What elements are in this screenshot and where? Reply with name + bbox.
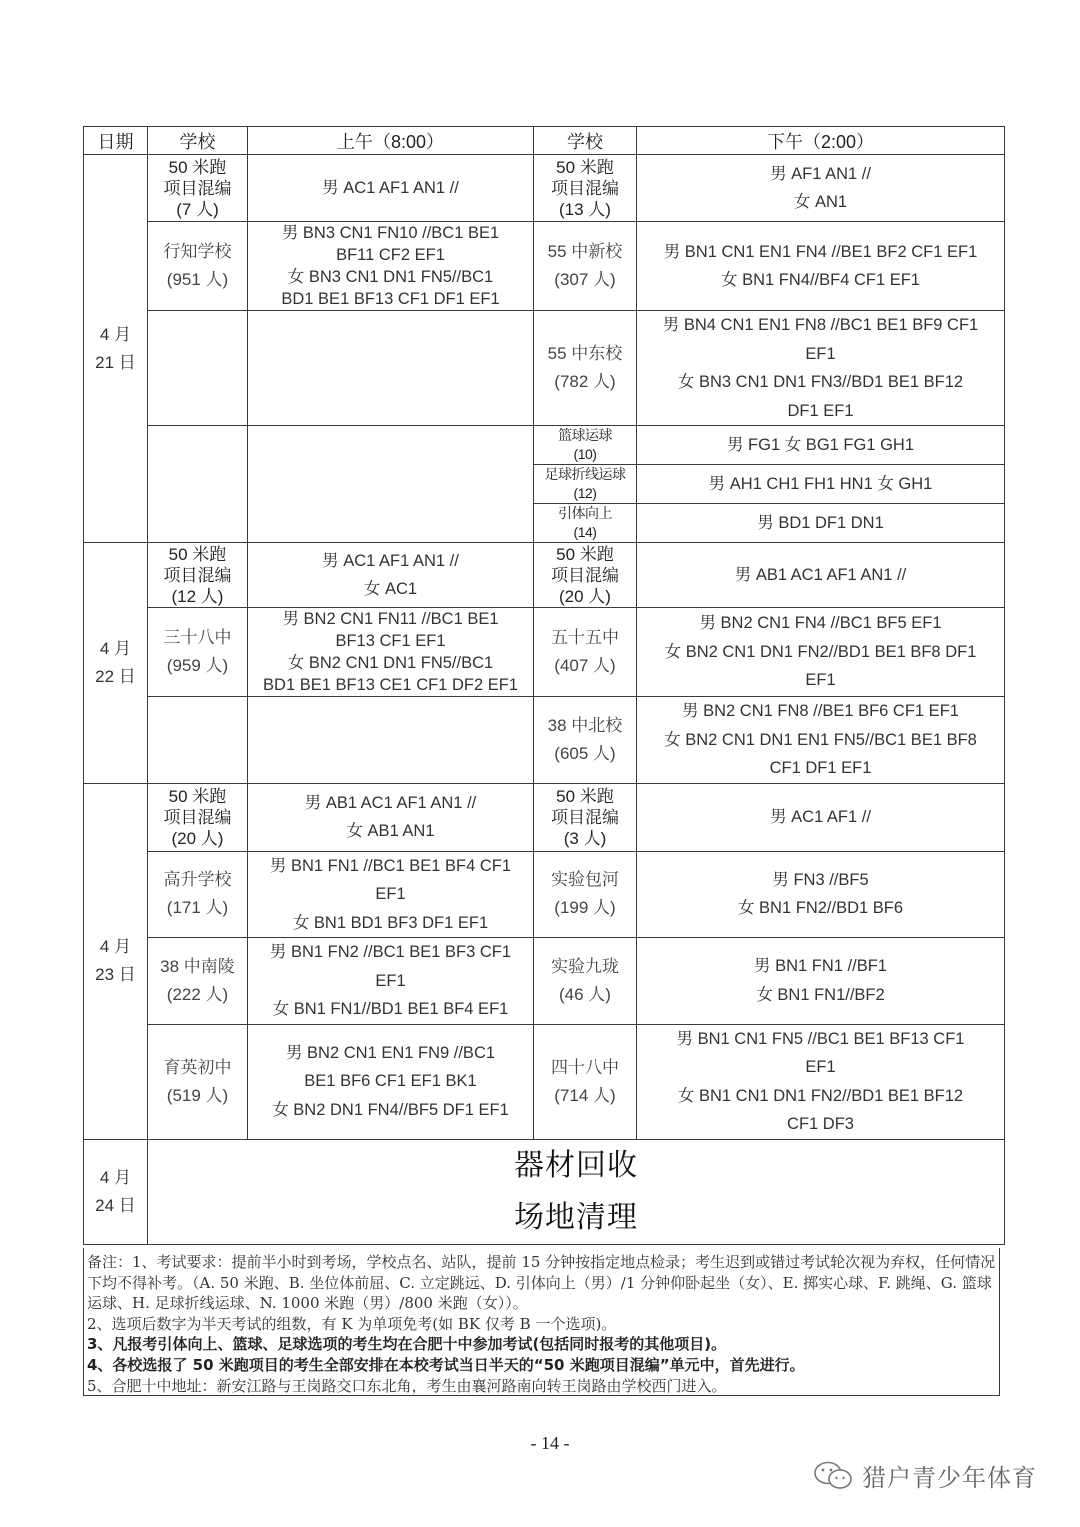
text-line: (20 人) [171, 828, 224, 848]
morning-items-cell [248, 543, 534, 608]
text-line: 女 BN2 CN1 DN1 FN5//BC1 [287, 654, 494, 672]
morning-items-cell [248, 1024, 534, 1139]
text-line: 女 BN3 CN1 DN1 FN5//BC1 [287, 268, 494, 286]
text-line: 女 BN2 DN1 FN4//BF5 DF1 EF1 [272, 1100, 509, 1119]
text-line: 男 BN2 CN1 FN8 //BE1 BF6 CF1 EF1 [682, 702, 959, 720]
text-line: (46 人) [559, 984, 611, 1004]
text-line: 50 米跑 [556, 544, 614, 564]
table-row [84, 543, 1005, 608]
table-row [84, 697, 1005, 784]
afternoon-school-cell [534, 155, 637, 222]
text-line: 女 BN1 BD1 BF3 DF1 EF1 [292, 913, 489, 932]
afternoon-school-cell [534, 426, 637, 465]
afternoon-items-cell: 男 BD1 DF1 DN1 [637, 504, 1005, 543]
text-line: 女 BN2 CN1 DN1 EN1 FN5//BC1 BE1 BF8 [664, 730, 977, 749]
text-line: 篮球运球 [558, 427, 612, 443]
text-line: BD1 BE1 BF13 CF1 DF1 EF1 [281, 290, 500, 308]
table-row [84, 851, 1005, 938]
text-line: 行知学校 [163, 242, 232, 261]
text-line: 男 AC1 AF1 // [770, 807, 871, 826]
text-line: 男 AB1 AC1 AF1 AN1 // [304, 793, 477, 812]
morning-school-cell [148, 783, 248, 851]
text-line: BF13 CF1 EF1 [335, 632, 446, 650]
text-line: 女 BN1 FN4//BF4 CF1 EF1 [721, 271, 920, 289]
text-line: 4 月 [99, 638, 132, 658]
afternoon-school-cell [534, 783, 637, 851]
text-line: 男 AF1 AN1 // [770, 164, 871, 183]
closing-cell [148, 1139, 1005, 1244]
text-line: EF1 [805, 344, 836, 363]
afternoon-school-cell [534, 543, 637, 608]
text-line: 女 AB1 AN1 [346, 822, 435, 840]
morning-school-cell [148, 938, 248, 1025]
text-line: 项目混编 [163, 565, 232, 585]
afternoon-school-cell [534, 311, 637, 426]
morning-school-cell [148, 851, 248, 938]
morning-items-cell [248, 311, 534, 426]
text-line: (951 人) [166, 270, 229, 289]
text-line: (13 人) [559, 199, 611, 219]
text-line: 55 中新校 [547, 242, 623, 261]
table-row-closing [84, 1139, 1005, 1244]
text-line: 50 米跑 [168, 157, 227, 177]
date-cell [84, 543, 148, 784]
morning-items-cell [248, 426, 534, 543]
text-line: (20 人) [559, 586, 611, 606]
table-row [84, 938, 1005, 1025]
watermark-text: 猎户青少年体育 [862, 1464, 1037, 1492]
text-line: CF1 DF1 EF1 [769, 759, 872, 777]
morning-items-cell [248, 851, 534, 938]
remark-2: 2、选项后数字为半天考试的组数，有 K 为单项免考(如 BK 仅考 B 一个选项)。 [87, 1314, 617, 1333]
text-line: 50 米跑 [168, 544, 227, 564]
text-line: 男 AB1 AC1 AF1 AN1 // [734, 565, 907, 584]
morning-school-cell [148, 608, 248, 697]
afternoon-items-cell [637, 1024, 1005, 1139]
afternoon-items-cell: 男 AH1 CH1 FH1 HN1 女 GH1 [637, 465, 1005, 504]
morning-items-cell [248, 155, 534, 222]
afternoon-items-cell [637, 311, 1005, 426]
text-line: (12 人) [171, 586, 224, 606]
table-row [84, 155, 1005, 222]
text-line: 女 AC1 [363, 580, 418, 598]
text-line: (12) [573, 485, 597, 501]
header-school-am: 学校 [148, 127, 248, 155]
text-line: (959 人) [166, 656, 229, 675]
afternoon-items-cell [637, 697, 1005, 784]
text-line: (14) [573, 524, 597, 540]
watermark [812, 1458, 1037, 1493]
table-row [84, 311, 1005, 426]
text-line: CF1 DF3 [787, 1115, 854, 1133]
text-line: 高升学校 [163, 870, 232, 890]
text-line: 男 BN2 CN1 EN1 FN9 //BC1 [285, 1043, 496, 1062]
text-line: EF1 [805, 1058, 836, 1076]
text-line: 38 中南陵 [160, 956, 235, 976]
text-line: (7 人) [176, 199, 219, 219]
morning-school-cell [148, 222, 248, 311]
text-line: 男 AC1 AF1 AN1 // [322, 178, 459, 197]
text-line: 项目混编 [163, 807, 232, 827]
morning-items-cell [248, 608, 534, 697]
header-morning: 上午（8:00） [248, 127, 534, 155]
text-line: 场地清理 [514, 1199, 638, 1235]
text-line: EF1 [375, 971, 406, 990]
afternoon-items-cell [637, 938, 1005, 1025]
text-line: EF1 [375, 885, 406, 903]
text-line: BE1 BF6 CF1 EF1 BK1 [304, 1072, 477, 1091]
table-row [84, 783, 1005, 851]
morning-items-cell [248, 938, 534, 1025]
text-line: 21 日 [95, 352, 136, 372]
text-line: 女 BN1 FN2//BD1 BF6 [737, 899, 904, 918]
text-line: 五十五中 [551, 628, 619, 647]
morning-school-cell [148, 311, 248, 426]
text-line: 四十八中 [551, 1057, 619, 1077]
text-line: BD1 BE1 BF13 CE1 CF1 DF2 EF1 [263, 676, 518, 694]
afternoon-items-cell [637, 155, 1005, 222]
text-line: 男 AC1 AF1 AN1 // [322, 551, 459, 570]
header-row [84, 127, 1005, 155]
text-line: 50 米跑 [556, 786, 614, 806]
exam-schedule-table [83, 126, 1005, 1245]
morning-items-cell [248, 783, 534, 851]
remark-4: 4、各校选报了 50 米跑项目的考生全部安排在本校考试当日半天的“50 米跑项目混编”单元中，首先进行。 [87, 1355, 805, 1374]
afternoon-school-cell [534, 504, 637, 543]
text-line: 男 BN2 CN1 FN11 //BC1 BE1 [282, 610, 499, 628]
text-line: 女 BN3 CN1 DN1 FN3//BD1 BE1 BF12 [677, 373, 964, 391]
text-line: 男 BN1 CN1 EN1 FN4 //BE1 BF2 CF1 EF1 [663, 242, 978, 261]
table-row [84, 608, 1005, 697]
text-line: 男 FN3 //BF5 [772, 870, 869, 889]
morning-school-cell [148, 543, 248, 608]
remark-1: 备注：1、考试要求：提前半小时到考场，学校点名、站队，提前 15 分钟按指定地点检录；考生迟到或错过考试轮次视为弃权，任何情况下均不得补考。（A. 50 米跑、B. 坐位体前屈、C. 立定跳远、D. 引体向上（男）/1 分钟仰卧起坐（女）、E. 掷实心球、F. 跳绳、G. 篮球运球、H. 足球折线运球、N. 1000 米跑（男）/800 米跑（女））。 [87, 1253, 996, 1313]
header-afternoon: 下午（2:00） [637, 127, 1005, 155]
date-cell [84, 783, 148, 1139]
text-line: 项目混编 [551, 807, 619, 827]
text-line: 50 米跑 [556, 157, 614, 177]
text-line: 女 BN1 CN1 DN1 FN2//BD1 BE1 BF12 [677, 1086, 964, 1105]
afternoon-school-cell [534, 608, 637, 697]
text-line: (407 人) [554, 656, 616, 675]
text-line: 4 月 [99, 937, 132, 956]
date-cell [84, 155, 148, 543]
text-line: 女 BN1 FN1//BF2 [756, 985, 885, 1004]
text-line: 男 BN1 FN1 //BC1 BE1 BF4 CF1 [269, 856, 512, 875]
wechat-icon [812, 1460, 856, 1492]
text-line: (307 人) [554, 270, 616, 289]
text-line: 男 BN2 CN1 FN4 //BC1 BF5 EF1 [699, 614, 942, 633]
text-line: 项目混编 [551, 565, 619, 585]
text-line: 项目混编 [163, 178, 232, 198]
text-line: 实验包河 [551, 870, 619, 890]
text-line: 38 中北校 [547, 715, 623, 735]
text-line: 23 日 [95, 965, 136, 984]
text-line: BF11 CF2 EF1 [336, 246, 445, 264]
morning-school-cell [148, 426, 248, 543]
text-line: 三十八中 [163, 628, 232, 647]
date-cell [84, 1139, 148, 1244]
text-line: EF1 [805, 671, 836, 690]
text-line: (222 人) [166, 984, 229, 1004]
page-number: - 14 - [530, 1433, 570, 1453]
text-line: 男 BN1 FN1 //BF1 [754, 957, 887, 976]
text-line: DF1 EF1 [787, 401, 854, 420]
afternoon-school-cell [534, 222, 637, 311]
text-line: 4 月 [99, 1167, 132, 1187]
afternoon-items-cell: 男 FG1 女 BG1 FG1 GH1 [637, 426, 1005, 465]
text-line: (519 人) [166, 1085, 229, 1105]
text-line: 引体向上 [558, 505, 612, 521]
table-row [84, 426, 1005, 465]
text-line: 女 AN1 [793, 193, 848, 211]
text-line: (782 人) [554, 372, 616, 391]
afternoon-items-cell [637, 783, 1005, 851]
text-line: 项目混编 [551, 178, 619, 198]
afternoon-school-cell [534, 1024, 637, 1139]
morning-school-cell [148, 155, 248, 222]
morning-items-cell [248, 222, 534, 311]
text-line: (199 人) [554, 898, 616, 918]
morning-school-cell [148, 1024, 248, 1139]
text-line: (714 人) [554, 1085, 616, 1105]
text-line: 足球折线运球 [544, 466, 626, 482]
afternoon-school-cell [534, 697, 637, 784]
text-line: 50 米跑 [168, 786, 227, 806]
text-line: 育英初中 [163, 1057, 232, 1077]
text-line: 22 日 [95, 666, 136, 686]
table-row [84, 222, 1005, 311]
text-line: 实验九珑 [551, 956, 619, 976]
afternoon-items-cell [637, 222, 1005, 311]
text-line: 24 日 [95, 1195, 136, 1215]
afternoon-items-cell [637, 851, 1005, 938]
morning-items-cell [248, 697, 534, 784]
text-line: 男 BN4 CN1 EN1 FN8 //BC1 BE1 BF9 CF1 [662, 316, 979, 334]
text-line: (3 人) [563, 828, 607, 848]
text-line: 男 BN1 FN2 //BC1 BE1 BF3 CF1 [269, 943, 512, 961]
text-line: 4 月 [99, 324, 132, 344]
text-line: (10) [573, 446, 597, 462]
remark-3: 3、凡报考引体向上、篮球、足球选项的考生均在合肥十中参加考试(包括同时报考的其他项目)。 [87, 1335, 727, 1354]
text-line: 女 BN2 CN1 DN1 FN2//BD1 BE1 BF8 DF1 [664, 642, 977, 661]
text-line: 男 BN1 CN1 FN5 //BC1 BE1 BF13 CF1 [676, 1029, 965, 1048]
afternoon-items-cell [637, 543, 1005, 608]
table-row [84, 1024, 1005, 1139]
text-line: (605 人) [554, 743, 616, 763]
header-date: 日期 [84, 127, 148, 155]
remarks-section [83, 1248, 1000, 1396]
text-line: (171 人) [166, 898, 229, 918]
text-line: 55 中东校 [547, 344, 623, 363]
text-line: 器材回收 [514, 1147, 638, 1183]
afternoon-school-cell [534, 938, 637, 1025]
afternoon-items-cell [637, 608, 1005, 697]
morning-school-cell [148, 697, 248, 784]
header-school-pm: 学校 [534, 127, 637, 155]
afternoon-school-cell [534, 851, 637, 938]
afternoon-school-cell [534, 465, 637, 504]
text-line: 男 BN3 CN1 FN10 //BC1 BE1 [281, 224, 500, 242]
remark-5: 5、合肥十中地址：新安江路与王岗路交口东北角，考生由襄河路南向转王岗路由学校西门进入。 [87, 1376, 727, 1395]
text-line: 女 BN1 FN1//BD1 BE1 BF4 EF1 [272, 1000, 509, 1018]
